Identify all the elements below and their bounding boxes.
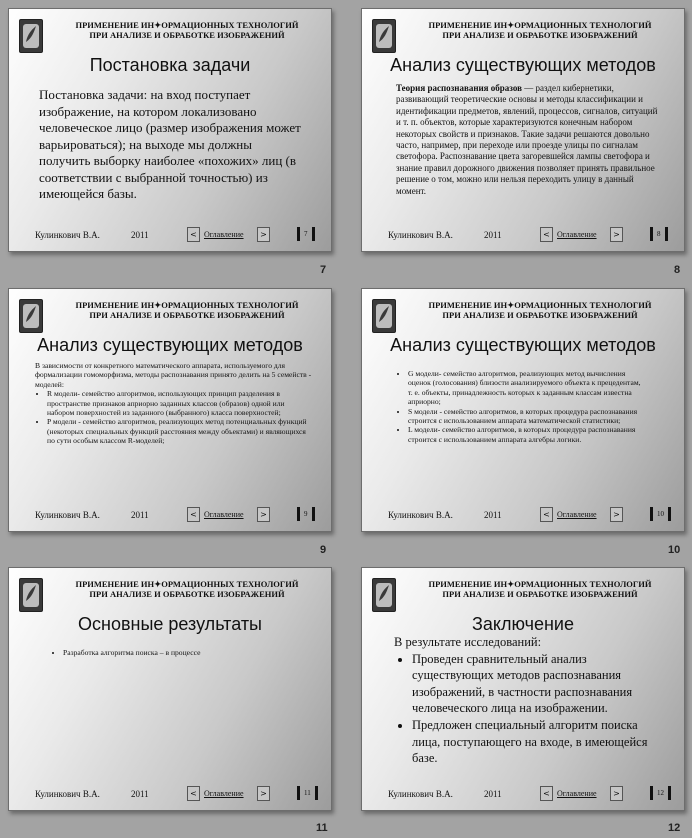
slide-number-7: 7: [320, 264, 327, 276]
presentation-header: ПРИМЕНЕНИЕ ИН✦ОРМАЦИОННЫХ ТЕХНОЛОГИЙ ПРИ АНАЛИЗЕ И ОБРАБОТКЕ ИЗОБРАЖЕНИЙ: [428, 579, 652, 599]
slide-footer: [9, 507, 331, 523]
list-item: • Разработка алгоритма поиска – в процессе: [63, 648, 301, 657]
page-number: 11: [297, 786, 318, 800]
slide-9[interactable]: [8, 288, 332, 532]
slide-body: [51, 648, 301, 657]
conclusion-list: [394, 651, 664, 767]
slide-footer: [362, 786, 684, 802]
list-item: • Проведен сравнительный анализ существующих методов распознавания изображений, в частности распознавания человеческого лица на изображении.: [412, 651, 664, 717]
slide-number-8: 8: [674, 264, 681, 276]
university-logo: [19, 19, 43, 53]
year-label: 2011: [484, 510, 502, 520]
slide-11[interactable]: [8, 567, 332, 811]
prev-slide-button[interactable]: <: [540, 786, 553, 801]
prev-slide-button[interactable]: <: [187, 507, 200, 522]
slide-7[interactable]: [8, 8, 332, 252]
slide-number-11: 11: [316, 822, 328, 834]
slide-title: Заключение: [472, 614, 574, 634]
slide-title: Анализ существующих методов: [390, 335, 656, 355]
slide-title: Анализ существующих методов: [37, 335, 303, 355]
list-item: • R модели- семейство алгоритмов, использующих принцип разделения в пространстве признаков априорно заданных классов (образов) одной или набором поверхностей из заданного (выбранного) класса поверхностей;: [47, 389, 313, 417]
table-of-contents-link[interactable]: Оглавление: [557, 510, 597, 519]
list-item: • L модели- семейство алгоритмов, в которых процедура распознавания строится с использованием аппарата алгебры логики.: [408, 425, 644, 444]
list-item: • S модели - семейство алгоритмов, в которых процедура распознавания строится с использованием аппарата математической статистики;: [408, 407, 644, 426]
slide-body: [35, 361, 313, 446]
list-item: • Предложен специальный алгоритм поиска лица, поступающего на входе, в имеющейся базе.: [412, 717, 664, 767]
university-logo: [372, 578, 396, 612]
page-number: 7: [297, 227, 315, 241]
slide-body: [39, 87, 301, 203]
table-of-contents-link[interactable]: Оглавление: [557, 230, 597, 239]
presentation-header: ПРИМЕНЕНИЕ ИН✦ОРМАЦИОННЫХ ТЕХНОЛОГИЙ ПРИ АНАЛИЗЕ И ОБРАБОТКЕ ИЗОБРАЖЕНИЙ: [428, 20, 652, 40]
slide-8[interactable]: [361, 8, 685, 252]
prev-slide-button[interactable]: <: [187, 227, 200, 242]
slide-12[interactable]: [361, 567, 685, 811]
next-slide-button[interactable]: >: [257, 786, 270, 801]
next-slide-button[interactable]: >: [257, 227, 270, 242]
table-of-contents-link[interactable]: Оглавление: [204, 789, 244, 798]
slide-footer: [362, 227, 684, 243]
next-slide-button[interactable]: >: [257, 507, 270, 522]
slide-title: Постановка задачи: [89, 55, 251, 75]
prev-slide-button[interactable]: <: [540, 227, 553, 242]
list-item: • P модели - семейство алгоритмов, реализующих метод потенциальных функций (некоторых специальных функций расстояния между объектами) и являющихся по сути особым классом R-моделей;: [47, 417, 313, 445]
slide-title: Основные результаты: [78, 614, 262, 634]
slide-body: [396, 369, 644, 444]
author-label: Кулинкович В.А.: [35, 789, 100, 799]
slide-footer: [362, 507, 684, 523]
slide-body: [394, 634, 664, 767]
author-label: Кулинкович В.А.: [388, 789, 453, 799]
slide-10[interactable]: [361, 288, 685, 532]
presentation-header: ПРИМЕНЕНИЕ ИН✦ОРМАЦИОННЫХ ТЕХНОЛОГИЙ ПРИ АНАЛИЗЕ И ОБРАБОТКЕ ИЗОБРАЖЕНИЙ: [428, 300, 652, 320]
list-item: • G модели- семейство алгоритмов, реализующих метод вычисления оценок (голосования) близости анализируемого объекта к прецедентам, т. е. объекты, принадлежность которых к заданным классам известна априорно;: [408, 369, 644, 407]
table-of-contents-link[interactable]: Оглавление: [204, 510, 244, 519]
slide-number-10: 10: [668, 544, 681, 556]
year-label: 2011: [484, 789, 502, 799]
intro-text: В зависимости от конкретного математического аппарата, используемого для формализации гомоморфизма, методы распознавания принято делить на 5 семейств - моделей:: [35, 361, 312, 389]
next-slide-button[interactable]: >: [610, 786, 623, 801]
university-logo: [19, 299, 43, 333]
year-label: 2011: [484, 230, 502, 240]
author-label: Кулинкович В.А.: [388, 510, 453, 520]
year-label: 2011: [131, 789, 149, 799]
presentation-header: ПРИМЕНЕНИЕ ИН✦ОРМАЦИОННЫХ ТЕХНОЛОГИЙ ПРИ АНАЛИЗЕ И ОБРАБОТКЕ ИЗОБРАЖЕНИЙ: [75, 20, 299, 40]
university-logo: [372, 19, 396, 53]
year-label: 2011: [131, 510, 149, 520]
author-label: Кулинкович В.А.: [35, 510, 100, 520]
definition-term: Теория распознавания образов: [396, 83, 523, 93]
slide-footer: [9, 227, 331, 243]
slide-title: Анализ существующих методов: [390, 55, 656, 75]
page-number: 12: [650, 786, 671, 800]
author-label: Кулинкович В.А.: [35, 230, 100, 240]
page-number: 10: [650, 507, 671, 521]
problem-statement: Постановка задачи: на вход поступает изображение, на котором локализовано человеческое лицо (размер изображения может варьироваться); на выходе мы должны получить выборку наиболее «похожих» лиц (в соответствии с выбранной точностью) из имеющейся базы.: [39, 87, 301, 201]
model-list: [35, 389, 313, 445]
presentation-header: ПРИМЕНЕНИЕ ИН✦ОРМАЦИОННЫХ ТЕХНОЛОГИЙ ПРИ АНАЛИЗЕ И ОБРАБОТКЕ ИЗОБРАЖЕНИЙ: [75, 579, 299, 599]
next-slide-button[interactable]: >: [610, 507, 623, 522]
presentation-header: ПРИМЕНЕНИЕ ИН✦ОРМАЦИОННЫХ ТЕХНОЛОГИЙ ПРИ АНАЛИЗЕ И ОБРАБОТКЕ ИЗОБРАЖЕНИЙ: [75, 300, 299, 320]
prev-slide-button[interactable]: <: [540, 507, 553, 522]
page-number: 9: [297, 507, 315, 521]
year-label: 2011: [131, 230, 149, 240]
slide-number-12: 12: [668, 822, 681, 834]
university-logo: [372, 299, 396, 333]
page-number: 8: [650, 227, 668, 241]
model-list: [396, 369, 644, 444]
definition-text: Теория распознавания образов — раздел кибернетики, развивающий теоретические основы и методы классификации и идентификации предметов, явлений, процессов, сигналов, ситуаций и т. п. объектов, которые характеризуются конечным набором некоторых свойств и признаков. Такие задачи решаются довольно часто, например, при переходе или проезде улицы по сигналам светофора. Распознавание цвета загоревшейся лампы светофора и знание правил дорожного движения позволяет принять правильное решение о том, можно или нельзя переходить улицу в данный момент.: [396, 83, 658, 196]
intro-text: В результате исследований:: [394, 635, 542, 649]
university-logo: [19, 578, 43, 612]
next-slide-button[interactable]: >: [610, 227, 623, 242]
table-of-contents-link[interactable]: Оглавление: [204, 230, 244, 239]
results-list: [51, 648, 301, 657]
table-of-contents-link[interactable]: Оглавление: [557, 789, 597, 798]
slide-body: [396, 83, 660, 197]
slide-footer: [9, 786, 331, 802]
prev-slide-button[interactable]: <: [187, 786, 200, 801]
slide-number-9: 9: [320, 544, 327, 556]
author-label: Кулинкович В.А.: [388, 230, 453, 240]
